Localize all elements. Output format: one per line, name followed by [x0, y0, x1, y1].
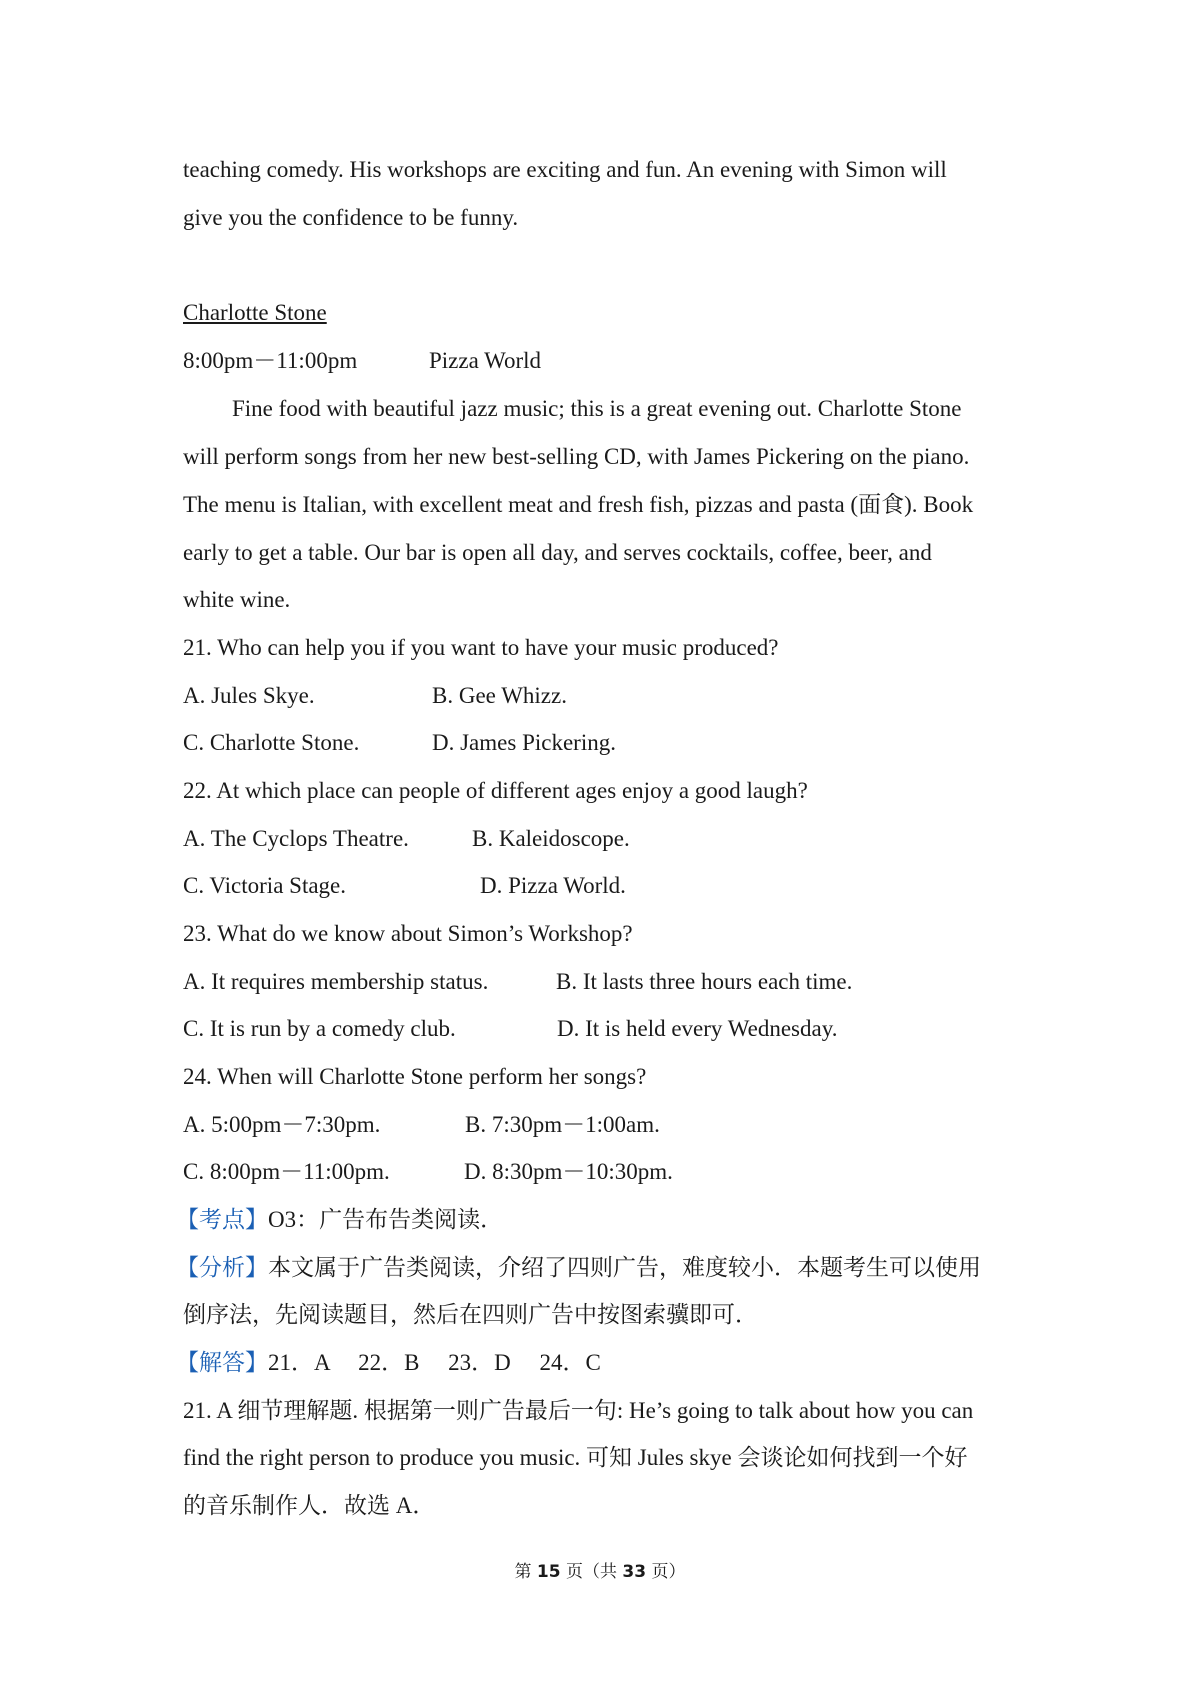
charlotte-paragraph-line-2: will perform songs from her new best-selling CD, with James Pickering on the piano. [183, 444, 970, 469]
question-21-option-d: D. James Pickering. [432, 730, 616, 755]
footer-total-pages: 33 [622, 1562, 647, 1582]
question-23-option-b: B. It lasts three hours each time. [556, 969, 853, 994]
question-21-option-c: C. Charlotte Stone. [183, 730, 360, 755]
page-footer [0, 1561, 1200, 1583]
question-24-option-b: B. 7:30pm－1:00am. [465, 1112, 660, 1137]
question-24-option-d: D. 8:30pm－10:30pm. [464, 1159, 673, 1184]
charlotte-paragraph-line-1: Fine food with beautiful jazz music; this is a great evening out. Charlotte Stone [232, 396, 962, 421]
charlotte-paragraph-line-4: early to get a table. Our bar is open all day, and serves cocktails, coffee, beer, and [183, 540, 932, 565]
event-time: 8:00pm－11:00pm [183, 348, 358, 373]
question-23-stem: 23. What do we know about Simon’s Workshop? [183, 921, 633, 946]
question-21-stem: 21. Who can help you if you want to have your music produced? [183, 635, 779, 660]
event-time-row [183, 346, 357, 376]
footer-page-number: 15 [536, 1562, 561, 1582]
footer-middle: 页（共 [566, 1562, 617, 1582]
question-22-stem: 22. At which place can people of different ages enjoy a good laugh? [183, 778, 808, 803]
jieda-row [176, 1348, 601, 1378]
detail-line-1: 21. A 细节理解题. 根据第一则广告最后一句: He’s going to talk about how you can [183, 1398, 974, 1423]
question-24-option-a: A. 5:00pm－7:30pm. [183, 1112, 381, 1137]
footer-prefix: 第 [514, 1562, 532, 1582]
intro-line-2: give you the confidence to be funny. [183, 205, 519, 230]
kaodian-text: O3：广告布告类阅读． [268, 1207, 504, 1232]
section-title-charlotte-stone: Charlotte Stone [183, 300, 327, 325]
question-21-option-b: B. Gee Whizz. [432, 683, 567, 708]
question-22-option-a: A. The Cyclops Theatre. [183, 826, 409, 851]
question-23-option-a: A. It requires membership status. [183, 969, 489, 994]
jieda-text: 21．A 22．B 23．D 24．C [268, 1350, 601, 1375]
question-22-option-d: D. Pizza World. [480, 873, 626, 898]
question-22-option-c: C. Victoria Stage. [183, 873, 346, 898]
charlotte-paragraph-line-3: The menu is Italian, with excellent meat and fresh fish, pizzas and pasta (面食). Book [183, 492, 974, 517]
jieda-label: 【解答】 [176, 1350, 268, 1375]
intro-line-1: teaching comedy. His workshops are exciting and fun. An evening with Simon will [183, 157, 947, 182]
fenxi-text-line-1: 本文属于广告类阅读，介绍了四则广告，难度较小．本题考生可以使用 [268, 1255, 981, 1280]
fenxi-row [176, 1253, 981, 1283]
footer-suffix: 页） [651, 1562, 686, 1582]
kaodian-row [176, 1205, 503, 1235]
fenxi-label: 【分析】 [176, 1255, 268, 1280]
question-21-option-a: A. Jules Skye. [183, 683, 315, 708]
event-venue: Pizza World [429, 348, 542, 373]
question-23-option-d: D. It is held every Wednesday. [557, 1016, 838, 1041]
detail-line-3: 的音乐制作人．故选 A． [183, 1493, 436, 1518]
kaodian-label: 【考点】 [176, 1207, 268, 1232]
detail-line-2: find the right person to produce you music. 可知 Jules skye 会谈论如何找到一个好 [183, 1445, 968, 1470]
fenxi-text-line-2: 倒序法，先阅读题目，然后在四则广告中按图索骥即可． [183, 1302, 758, 1327]
question-23-option-c: C. It is run by a comedy club. [183, 1016, 456, 1041]
question-24-option-c: C. 8:00pm－11:00pm. [183, 1159, 390, 1184]
charlotte-paragraph-line-5: white wine. [183, 587, 291, 612]
question-22-option-b: B. Kaleidoscope. [472, 826, 630, 851]
question-24-stem: 24. When will Charlotte Stone perform her songs? [183, 1064, 647, 1089]
